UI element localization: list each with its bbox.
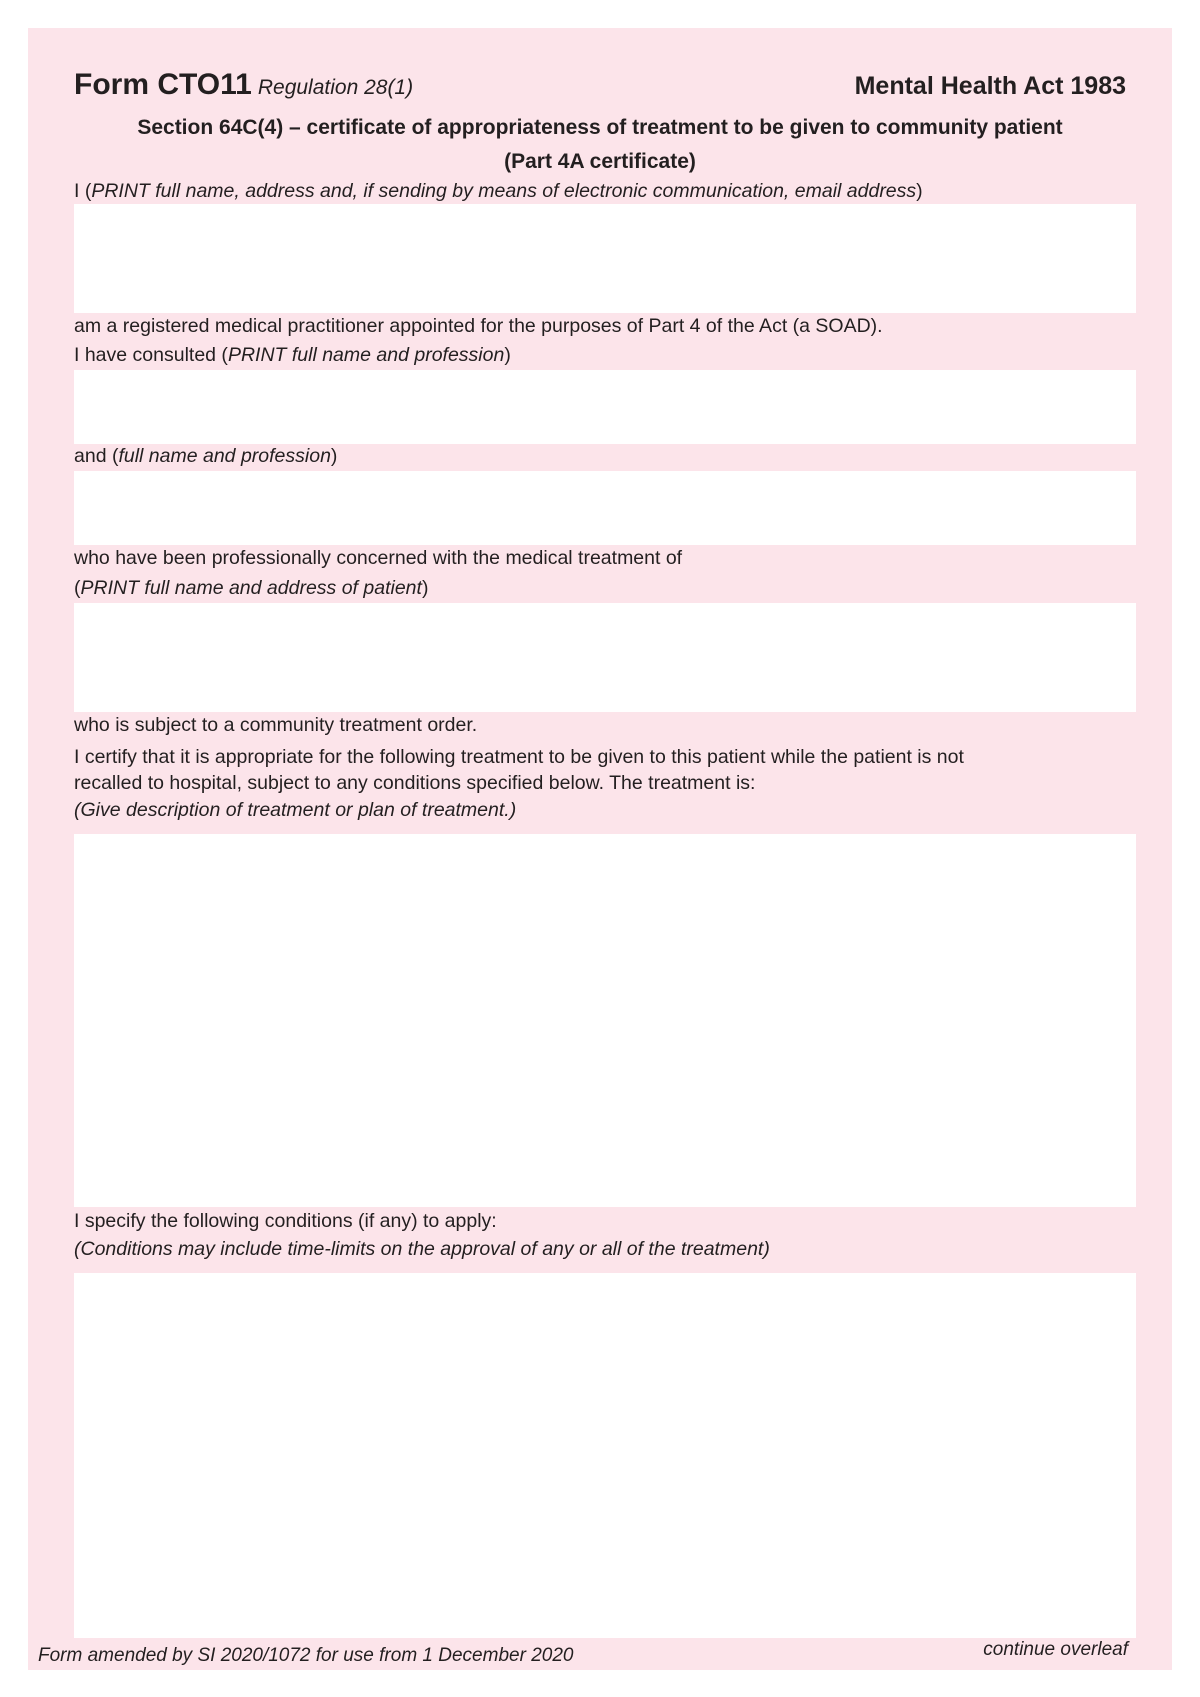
form-sheet [28, 28, 1172, 1670]
conditions-instruction-text: (Conditions may include time-limits on the approval of any or all of the treatment) [74, 1238, 770, 1260]
consultee-2-prefix: and ( [74, 445, 119, 467]
treatment-instruction-text: (Give description of treatment or plan of treatment.) [74, 799, 517, 821]
consultee-2-label [74, 445, 337, 468]
soad-statement: am a registered medical practitioner appointed for the purposes of Part 4 of the Act (a SOAD). [74, 315, 883, 337]
patient-prefix: ( [74, 577, 81, 599]
certificate-type: (Part 4A certificate) [504, 150, 696, 173]
practitioner-label-suffix: ) [916, 180, 923, 202]
patient-field[interactable] [74, 603, 1136, 712]
practitioner-field[interactable] [74, 204, 1136, 313]
practitioner-instruction: PRINT full name, address and, if sending by means of electronic communication, email address [91, 180, 917, 202]
consultee-1-label [74, 344, 511, 367]
section-heading: Section 64C(4) – certificate of appropriateness of treatment to be given to community patient [137, 116, 1063, 139]
patient-intro: who have been professionally concerned with the medical treatment of [74, 547, 683, 569]
consultee-1-suffix: ) [504, 344, 511, 366]
consultee-1-field[interactable] [74, 370, 1136, 444]
practitioner-label [74, 180, 923, 203]
conditions-line-1: I specify the following conditions (if any) to apply: [74, 1210, 497, 1232]
form-title [74, 68, 413, 102]
patient-instruction: PRINT full name and address of patient [80, 577, 422, 599]
treatment-instruction [74, 799, 516, 822]
consultee-1-prefix: I have consulted ( [74, 344, 228, 366]
regulation-reference: Regulation 28(1) [257, 76, 414, 99]
cto-statement: who is subject to a community treatment order. [74, 714, 478, 736]
treatment-field[interactable] [74, 834, 1136, 1207]
conditions-field[interactable] [74, 1273, 1136, 1638]
patient-suffix: ) [421, 577, 429, 599]
consultee-2-field[interactable] [74, 471, 1136, 545]
form-code: Form CTO11 [74, 68, 252, 101]
conditions-instruction [74, 1238, 770, 1261]
consultee-1-instruction: PRINT full name and profession [227, 344, 505, 366]
consultee-2-instruction: full name and profession [118, 445, 331, 467]
patient-label [74, 577, 428, 600]
act-title: Mental Health Act 1983 [854, 72, 1126, 100]
treatment-line-2: recalled to hospital, subject to any conditions specified below. The treatment is: [74, 772, 756, 794]
amendment-note: Form amended by SI 2020/1072 for use from 1 December 2020 [38, 1645, 574, 1666]
continue-overleaf: continue overleaf [983, 1639, 1128, 1660]
practitioner-label-prefix: I ( [74, 180, 92, 202]
treatment-line-1: I certify that it is appropriate for the following treatment to be given to this patient while the patient is not [74, 746, 964, 768]
consultee-2-suffix: ) [330, 445, 338, 467]
